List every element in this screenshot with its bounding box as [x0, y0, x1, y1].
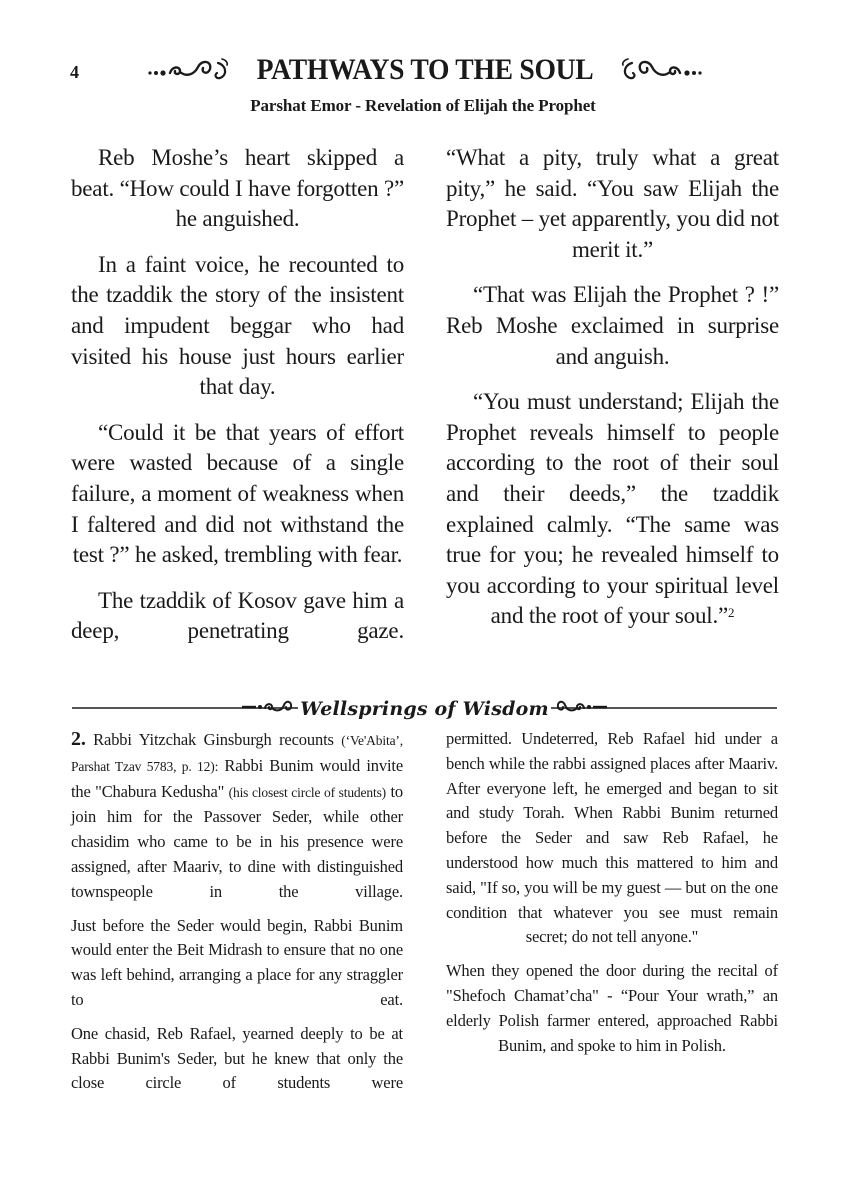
divider-ornament-left-icon	[242, 696, 294, 721]
paragraph	[446, 387, 779, 632]
footnote-reference[interactable]: 2	[728, 605, 735, 621]
footnotes-column-right	[446, 727, 778, 1067]
running-title: PATHWAYS TO THE SOUL	[256, 53, 594, 86]
divider-ornament-right-icon	[555, 696, 607, 721]
footnotes-column-left	[71, 727, 403, 1105]
paragraph: In a faint voice, he recounted to the tzaddik the story of the insistent and impudent beggar who had visited his house just hours earlier that day.	[71, 251, 404, 400]
paragraph: “That was Elijah the Prophet ? !” Reb Moshe exclaimed in surprise and anguish.	[446, 282, 779, 369]
paragraph: “Could it be that years of effort were wasted because of a single failure, a moment of weakness when I faltered and did not withstand the test ?” he asked, trembling with fear.	[71, 419, 404, 568]
footnote-paragraph	[71, 727, 403, 905]
ornament-scroll-left-icon	[146, 55, 236, 86]
page-number: 4	[70, 62, 79, 82]
paragraph: “What a pity, truly what a great pity,” he said. “You saw Elijah the Prophet – yet apparently, you did not merit it.”	[446, 145, 779, 262]
chapter-subtitle: Parshat Emor - Revelation of Elijah the Prophet	[250, 96, 596, 115]
footnote-text: to join him for the Passover Seder, while other chasidim who came to be in his presence were assigned, after Maariv, to dine with distinguished townspeople in the village.	[71, 781, 403, 901]
main-column-left	[71, 143, 404, 662]
footnote-text: Rabbi Bunim would invite the "Chabura Kedusha"	[71, 755, 403, 801]
paragraph-text: “You must understand; Elijah the Prophet reveals himself to people according to the root of their soul and their deeds,” the tzaddik explained calmly. “The same was true for you; he revealed himself to you according to your spiritual level and the root of your soul.”	[446, 389, 779, 629]
ornament-scroll-right-icon	[614, 55, 704, 86]
footnote-citation: (‘Ve'Abita’, Parshat Tzav 5783, p. 12):	[71, 733, 403, 774]
paragraph: The tzaddik of Kosov gave him a deep, penetrating gaze.	[71, 587, 404, 644]
footnote-parenthetical: (his closest circle of students)	[228, 784, 387, 800]
section-label: Wellsprings of Wisdom	[300, 697, 549, 720]
footnote-paragraph: permitted. Undeterred, Reb Rafael hid under a bench while the rabbi assigned places after Maariv. After everyone left, he emerged and began to sit and study Torah. When Rabbi Bunim returned before the Seder and saw Reb Rafael, he understood how much this mattered to him and said, "If so, you will be my guest — but on the one condition that whatever you see must remain secret; do not tell anyone."	[446, 729, 778, 947]
footnote-paragraph: When they opened the door during the recital of "Shefoch Chamat’cha" - “Pour Your wrath,” an elderly Polish farmer entered, approached Rabbi Bunim, and spoke to him in Polish.	[446, 961, 778, 1055]
footnote-number: 2.	[71, 728, 86, 750]
paragraph: Reb Moshe’s heart skipped a beat. “How could I have forgotten ?” he anguished.	[71, 145, 404, 232]
main-column-right	[446, 143, 779, 647]
footnote-paragraph: One chasid, Reb Rafael, yearned deeply to be at Rabbi Bunim's Seder, but he knew that only the close circle of students were	[71, 1023, 403, 1093]
footnote-text: Rabbi Yitzchak Ginsburgh recounts	[93, 730, 334, 749]
running-header	[130, 52, 720, 88]
section-divider	[72, 696, 777, 720]
footnote-paragraph: Just before the Seder would begin, Rabbi Bunim would enter the Beit Midrash to ensure that no one was left behind, arranging a place for any straggler to eat.	[71, 915, 403, 1009]
